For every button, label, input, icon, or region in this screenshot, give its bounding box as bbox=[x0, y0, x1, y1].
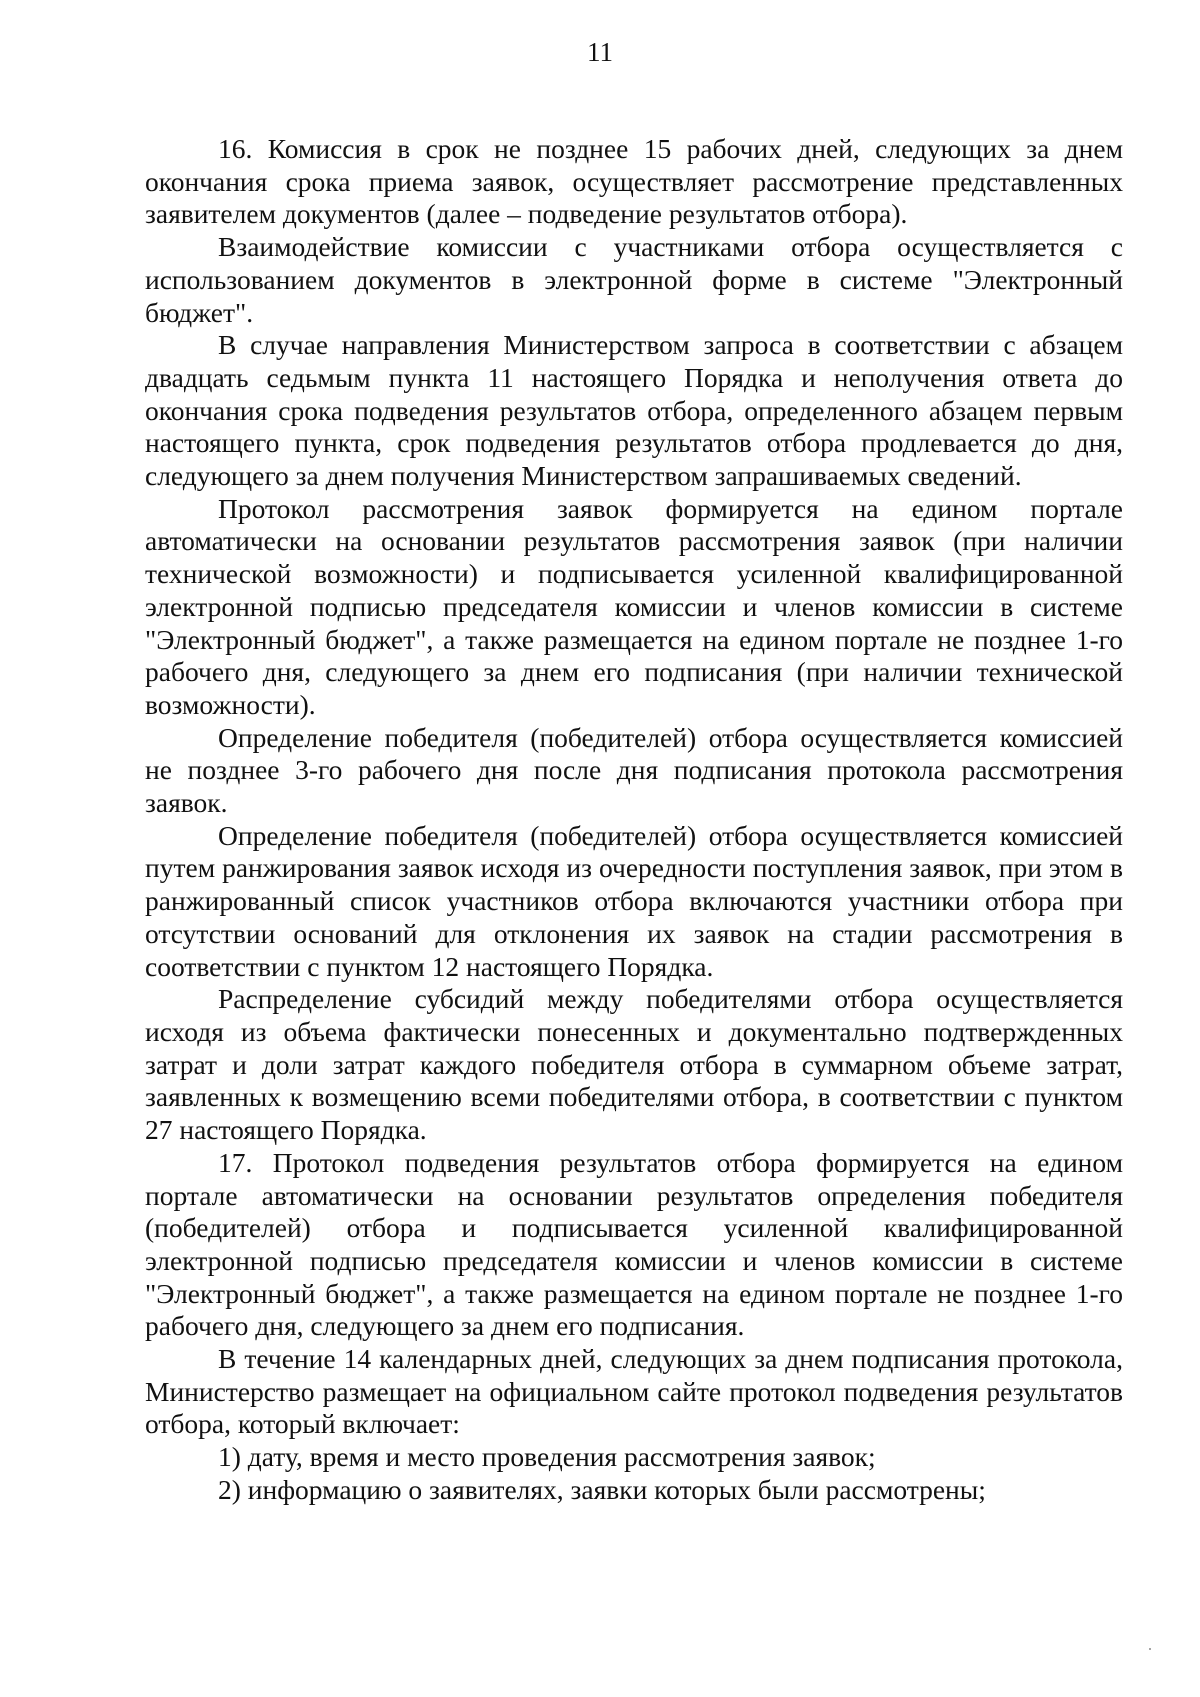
paragraph-winner-ranking: Определение победителя (победителей) отбора осуществляется комиссией путем ранжирования заявок исходя из очередности поступления заявок, при этом в ранжированный список участников отбора включаются участники отбора при отсутствии оснований для отклонения их заявок на стадии рассмотрения в соответствии с пунктом 12 настоящего Порядка. bbox=[145, 819, 1123, 982]
list-item-1: 1) дату, время и место проведения рассмотрения заявок; bbox=[218, 1441, 876, 1473]
paragraph-publication: В течение 14 календарных дней, следующих за днем подписания протокола, Министерство размещает на официальном сайте протокол подведения результатов отбора, который включает: bbox=[145, 1343, 1123, 1440]
paragraph-item-16: 16. Комиссия в срок не позднее 15 рабочих дней, следующих за днем окончания срока приема заявок, осуществляет рассмотрение представленных заявителем документов (далее – подведение результатов отбора). bbox=[145, 133, 1123, 230]
document-body bbox=[145, 133, 1123, 1507]
paragraph-subsidy-distribution: Распределение субсидий между победителями отбора осуществляется исходя из объема фактически понесенных и документально подтвержденных затрат и доли затрат каждого победителя отбора в суммарном объеме затрат, заявленных к возмещению всеми победителями отбора, в соответствии с пунктом 27 настоящего Порядка. bbox=[145, 983, 1123, 1146]
page-number: 11 bbox=[587, 37, 613, 67]
paragraph-review-protocol: Протокол рассмотрения заявок формируется на едином портале автоматически на основании результатов рассмотрения заявок (при наличии технической возможности) и подписывается усиленной квалифицированной электронной подписью председателя комиссии и членов комиссии в системе "Электронный бюджет", а также размещается на едином портале не позднее 1-го рабочего дня, следующего за днем его подписания (при наличии технической возможности). bbox=[145, 492, 1123, 720]
paragraph-interaction: Взаимодействие комиссии с участниками отбора осуществляется с использованием документов в электронной форме в системе "Электронный бюджет". bbox=[145, 231, 1123, 328]
scan-speck bbox=[1149, 1648, 1151, 1650]
list-item-2: 2) информацию о заявителях, заявки которых были рассмотрены; bbox=[218, 1473, 986, 1505]
paragraph-item-17: 17. Протокол подведения результатов отбора формируется на едином портале автоматически на основании результатов определения победителя (победителей) отбора и подписывается усиленной квалифицированной электронной подписью председателя комиссии и членов комиссии в системе "Электронный бюджет", а также размещается на едином портале не позднее 1-го рабочего дня, следующего за днем его подписания. bbox=[145, 1146, 1123, 1342]
paragraph-request-extension: В случае направления Министерством запроса в соответствии с абзацем двадцать седьмым пункта 11 настоящего Порядка и неполучения ответа до окончания срока подведения результатов отбора, определенного абзацем первым настоящего пункта, срок подведения результатов отбора продлевается до дня, следующего за днем получения Министерством запрашиваемых сведений. bbox=[145, 329, 1123, 492]
paragraph-winner-deadline: Определение победителя (победителей) отбора осуществляется комиссией не позднее 3-го рабочего дня после дня подписания протокола рассмотрения заявок. bbox=[145, 721, 1123, 819]
